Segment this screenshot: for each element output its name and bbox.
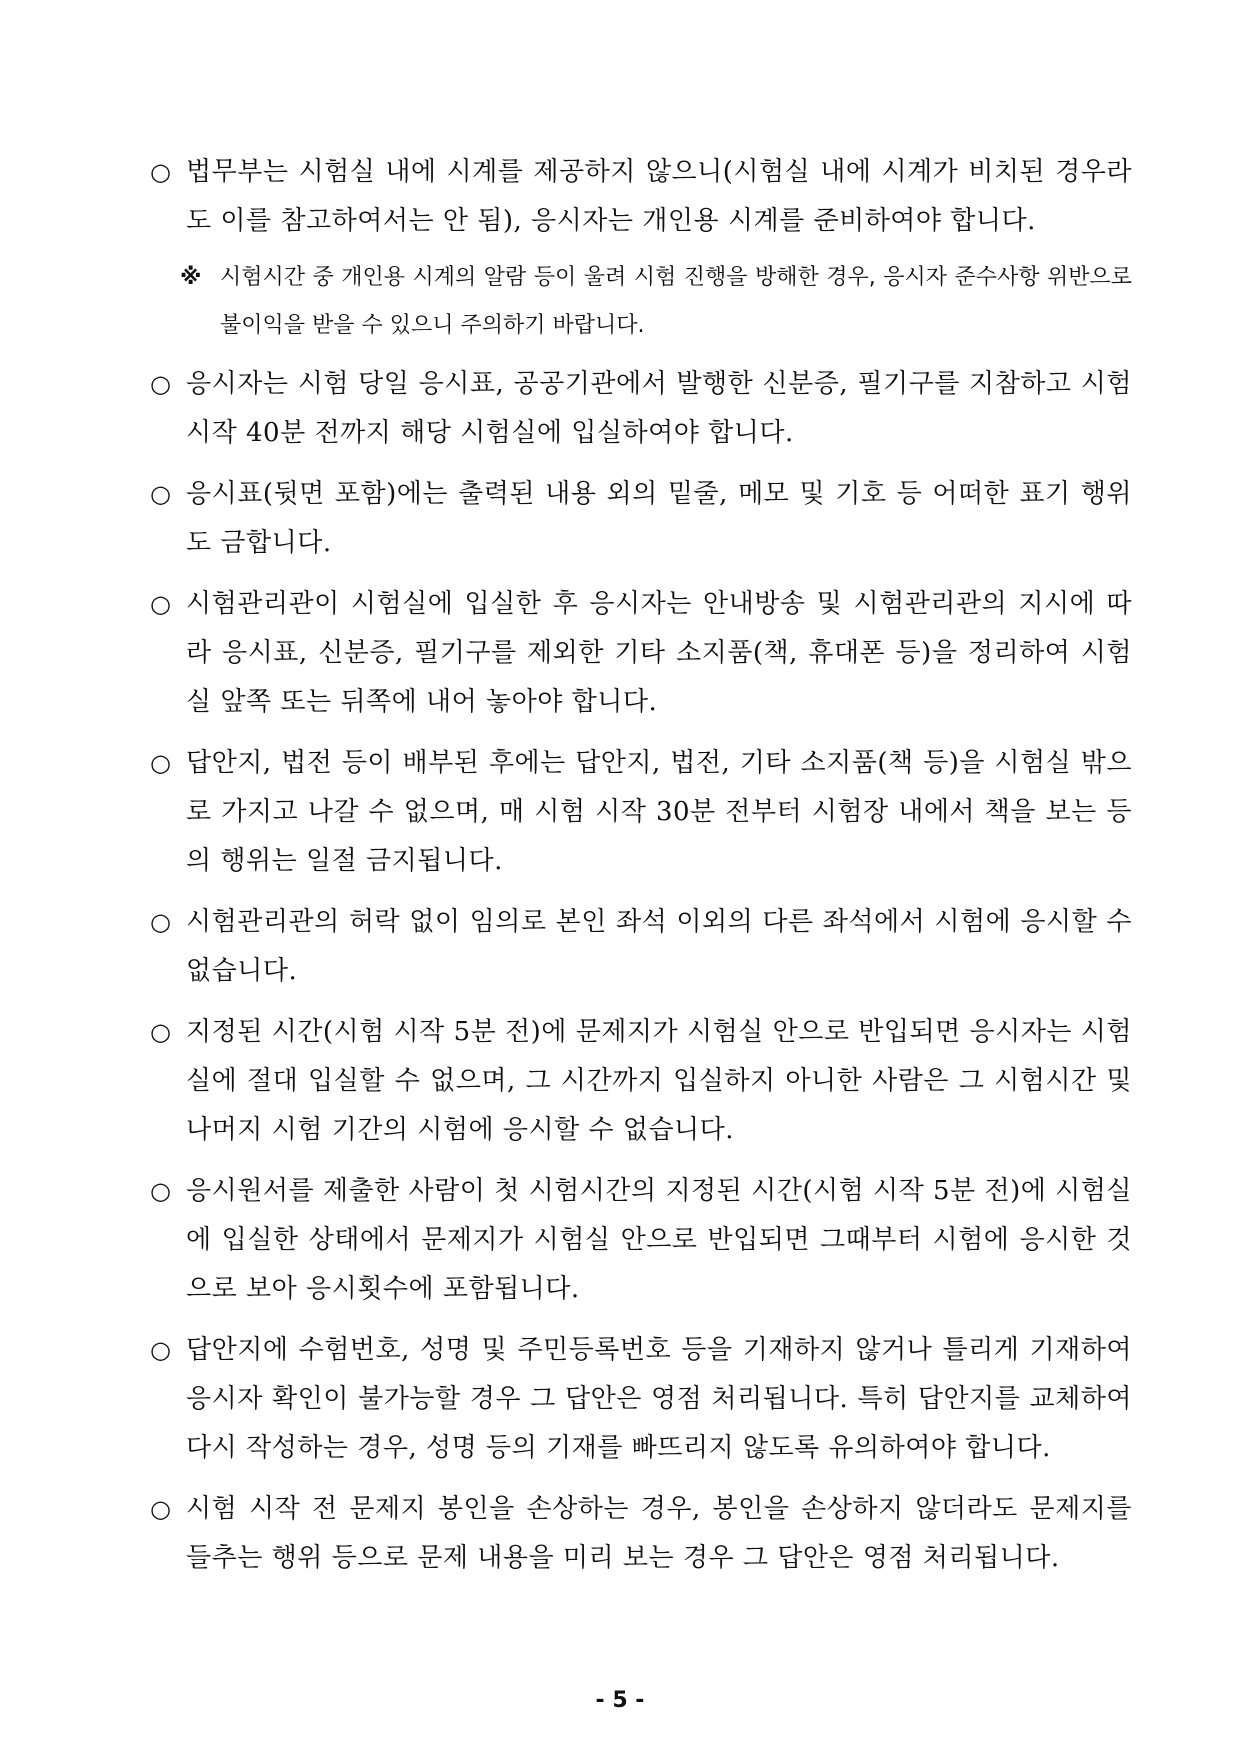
list-item-text: 답안지, 법전 등이 배부된 후에는 답안지, 법전, 기타 소지품(책 등)을 시험실 밖으로 가지고 나갈 수 없으며, 매 시험 시작 30분 전부터 시험장 내에서 책을 보는 등의 행위는 일절 금지됩니다. (186, 748, 1132, 876)
list-item (150, 1326, 1132, 1473)
list-item-text: 법무부는 시험실 내에 시계를 제공하지 않으니(시험실 내에 시계가 비치된 경우라도 이를 참고하여서는 안 됨), 응시자는 개인용 시계를 준비하여야 합니다. (186, 157, 1132, 236)
circle-bullet-icon: ○ (150, 590, 172, 618)
exam-rules-list (150, 148, 1132, 1595)
circle-bullet-icon: ○ (150, 158, 172, 186)
reference-mark-icon: ※ (180, 265, 202, 290)
list-item (150, 470, 1132, 568)
circle-bullet-icon: ○ (150, 1495, 172, 1523)
list-item (150, 360, 1132, 458)
list-item-text: 지정된 시간(시험 시작 5분 전)에 문제지가 시험실 안으로 반입되면 응시자는 시험실에 절대 입실할 수 없으며, 그 시간까지 입실하지 아니한 사람은 그 시험시간 및 나머지 시험 기간의 시험에 응시할 수 없습니다. (186, 1017, 1132, 1145)
list-item-text: 답안지에 수험번호, 성명 및 주민등록번호 등을 기재하지 않거나 틀리게 기재하여 응시자 확인이 불가능할 경우 그 답안은 영점 처리됩니다. 특히 답안지를 교체하여 다시 작성하는 경우, 성명 등의 기재를 빠뜨리지 않도록 유의하여야 합니다. (186, 1335, 1132, 1463)
list-item-text: 시험 시작 전 문제지 봉인을 손상하는 경우, 봉인을 손상하지 않더라도 문제지를 들추는 행위 등으로 문제 내용을 미리 보는 경우 그 답안은 영점 처리됩니다. (186, 1494, 1132, 1573)
list-item (150, 1167, 1132, 1314)
note-text: 시험시간 중 개인용 시계의 알람 등이 울려 시험 진행을 방해한 경우, 응시자 준수사항 위반으로 불이익을 받을 수 있으니 주의하기 바랍니다. (220, 265, 1132, 338)
list-item-text: 시험관리관이 시험실에 입실한 후 응시자는 안내방송 및 시험관리관의 지시에 따라 응시표, 신분증, 필기구를 제외한 기타 소지품(책, 휴대폰 등)을 정리하여 시험실 앞쪽 또는 뒤쪽에 내어 놓아야 합니다. (186, 589, 1132, 717)
circle-bullet-icon: ○ (150, 370, 172, 398)
note-item (150, 254, 1132, 350)
list-item-text: 응시자는 시험 당일 응시표, 공공기관에서 발행한 신분증, 필기구를 지참하고 시험 시작 40분 전까지 해당 시험실에 입실하여야 합니다. (186, 369, 1132, 448)
list-item (150, 739, 1132, 886)
circle-bullet-icon: ○ (150, 1336, 172, 1364)
list-item-text: 시험관리관의 허락 없이 임의로 본인 좌석 이외의 다른 좌석에서 시험에 응시할 수 없습니다. (186, 907, 1132, 986)
circle-bullet-icon: ○ (150, 1177, 172, 1205)
circle-bullet-icon: ○ (150, 908, 172, 936)
page-number: - 5 - (595, 1688, 645, 1713)
circle-bullet-icon: ○ (150, 749, 172, 777)
list-item (150, 148, 1132, 246)
circle-bullet-icon: ○ (150, 480, 172, 508)
list-item-text: 응시원서를 제출한 사람이 첫 시험시간의 지정된 시간(시험 시작 5분 전)에 시험실에 입실한 상태에서 문제지가 시험실 안으로 반입되면 그때부터 시험에 응시한 것으로 보아 응시횟수에 포함됩니다. (186, 1176, 1132, 1304)
circle-bullet-icon: ○ (150, 1018, 172, 1046)
list-item (150, 898, 1132, 996)
list-item (150, 1008, 1132, 1155)
list-item (150, 580, 1132, 727)
list-item-text: 응시표(뒷면 포함)에는 출력된 내용 외의 밑줄, 메모 및 기호 등 어떠한 표기 행위도 금합니다. (186, 479, 1132, 558)
list-item (150, 1485, 1132, 1583)
